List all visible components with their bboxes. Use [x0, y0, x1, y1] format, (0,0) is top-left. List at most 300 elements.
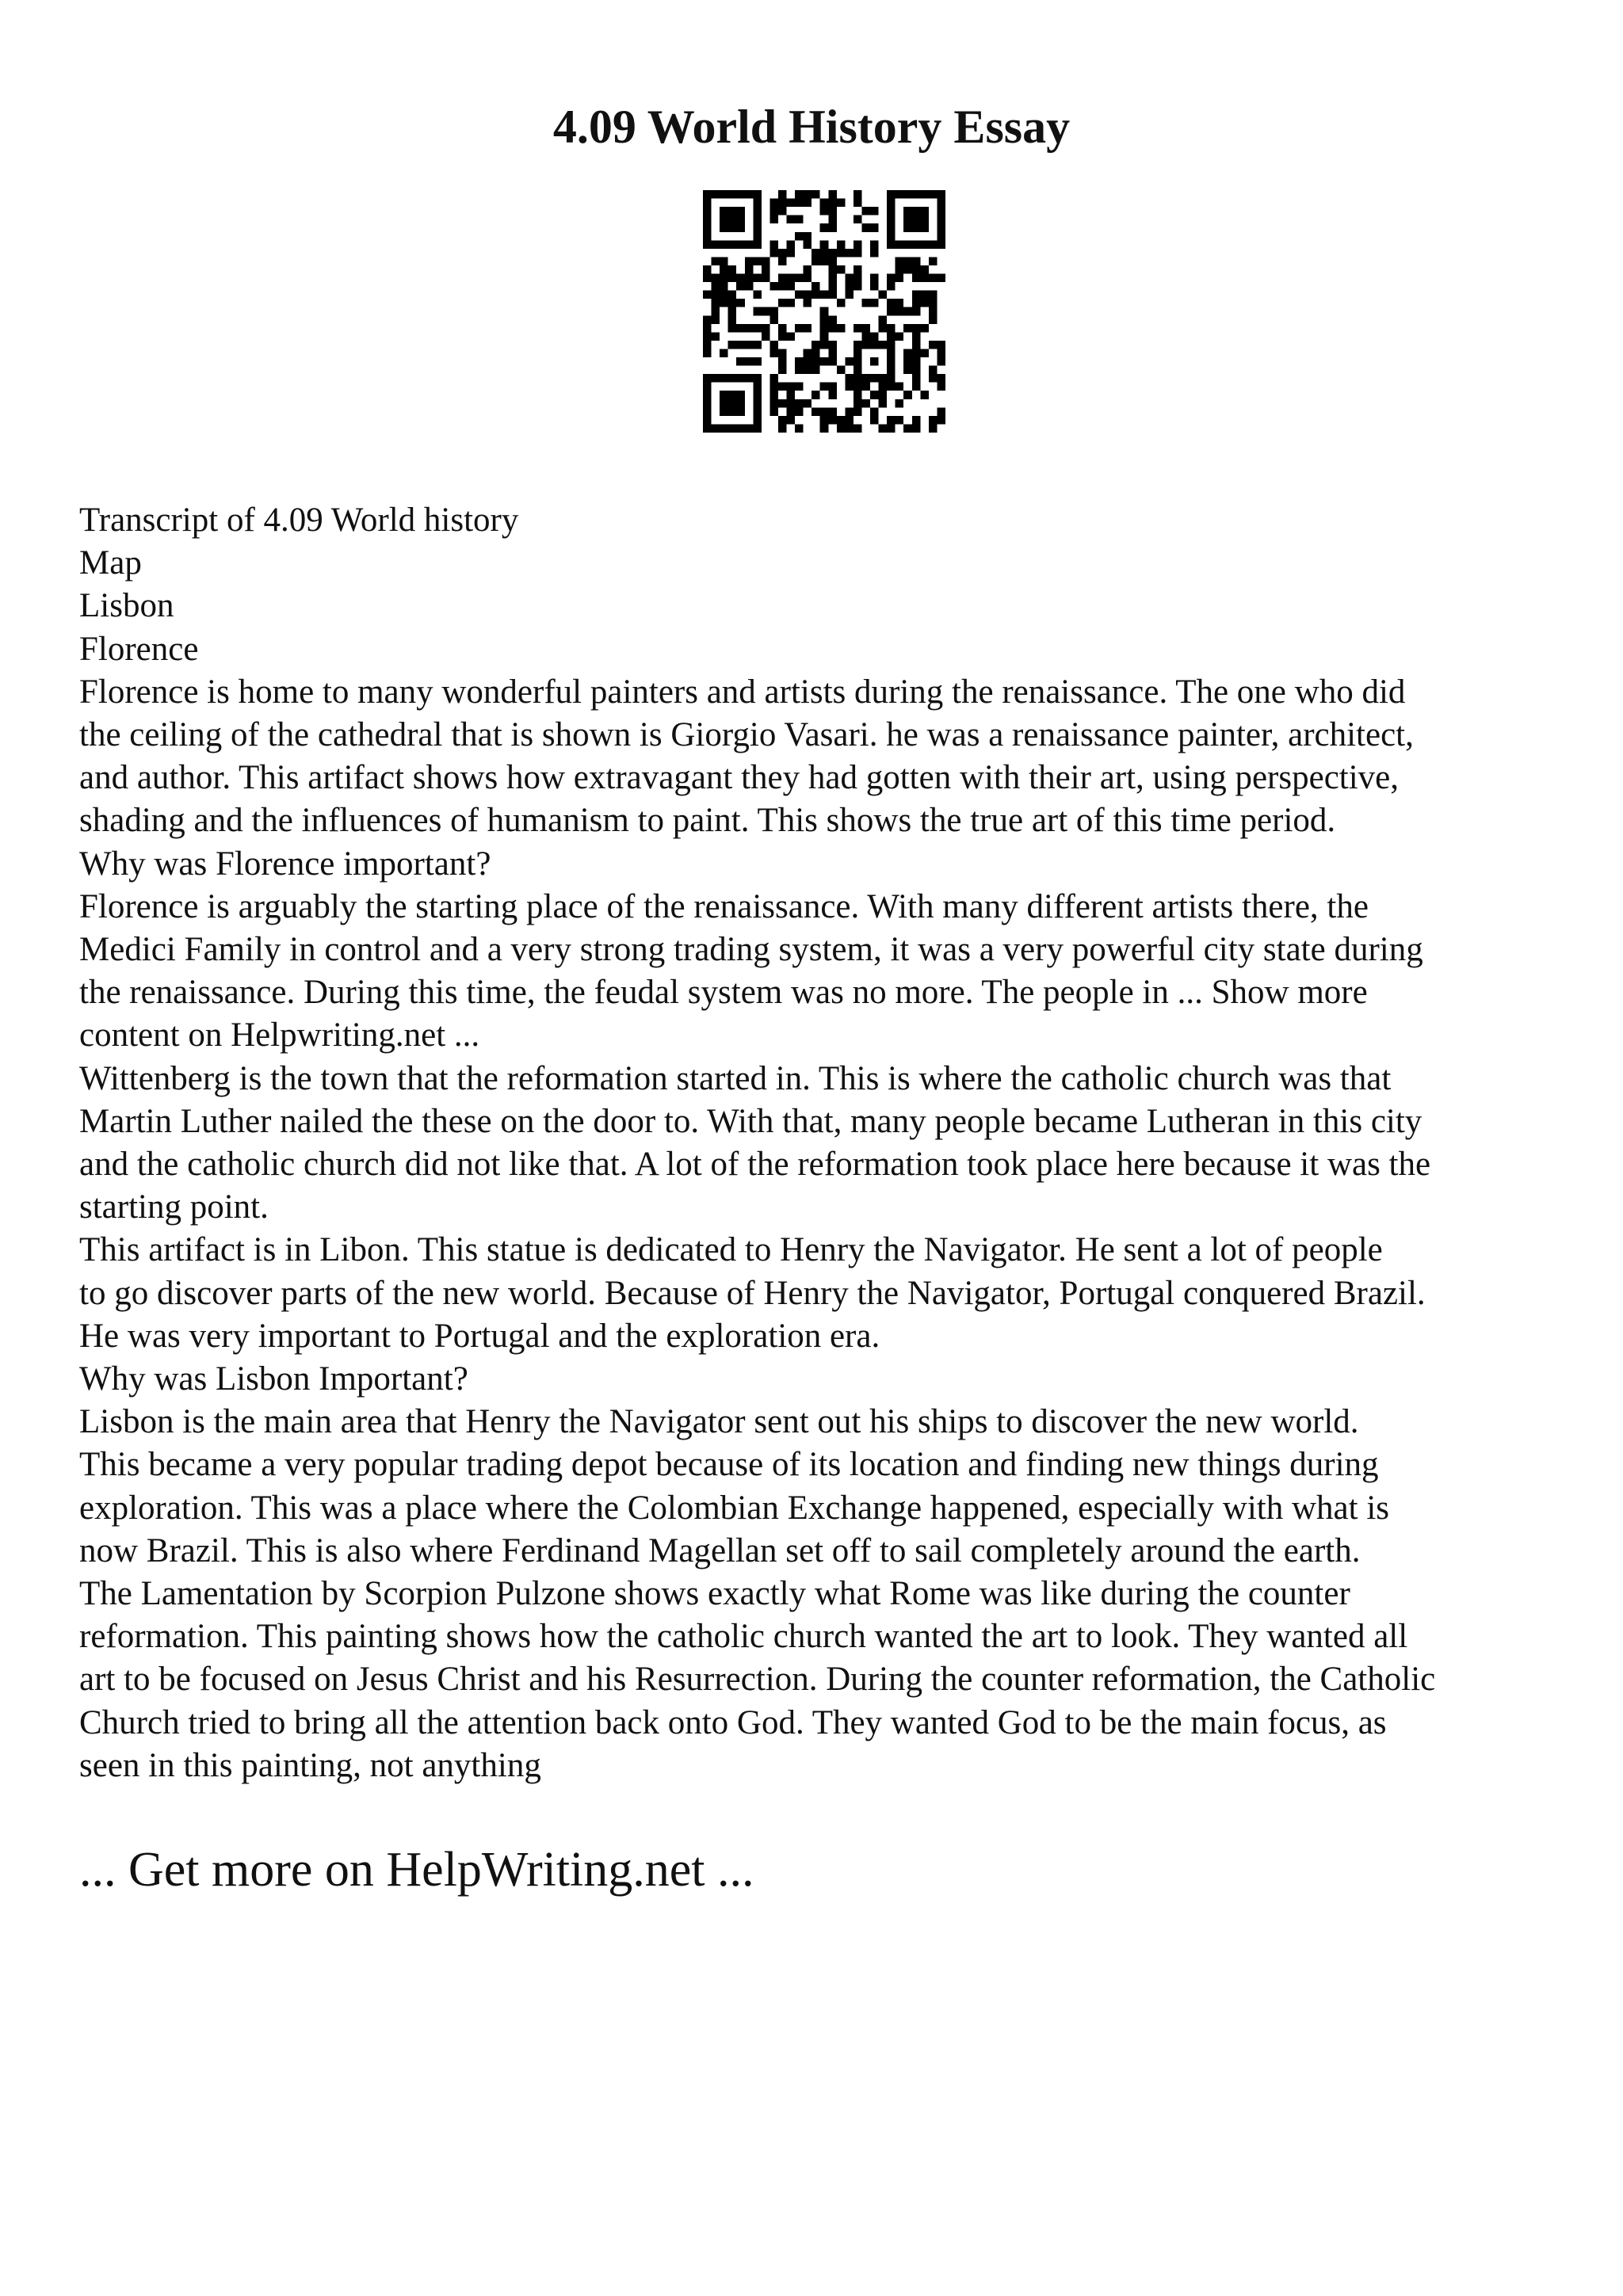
text-line: Martin Luther nailed the these on the door to. With that, many people became Lutheran in this city: [79, 1102, 1423, 1140]
qr-module: [728, 315, 737, 324]
qr-module: [745, 257, 754, 265]
qr-module: [812, 291, 820, 299]
qr-module: [795, 274, 804, 283]
qr-module: [728, 190, 737, 199]
qr-module: [745, 265, 754, 274]
qr-module: [728, 265, 737, 274]
qr-module: [870, 332, 879, 341]
transcript-body: [79, 499, 1569, 1787]
qr-module: [929, 315, 938, 324]
text-line: Lisbon is the main area that Henry the Navigator sent out his ships to discover the new world.: [79, 1403, 1359, 1441]
qr-module: [912, 383, 921, 391]
qr-module: [920, 240, 929, 249]
qr-module: [762, 274, 770, 283]
qr-module: [870, 240, 879, 249]
qr-module: [753, 291, 762, 299]
qr-module: [828, 190, 837, 199]
qr-module: [745, 374, 754, 383]
qr-module: [854, 282, 862, 291]
qr-module: [820, 424, 829, 433]
qr-module: [879, 391, 888, 399]
qr-module: [769, 391, 778, 399]
qr-module: [753, 240, 762, 249]
qr-module: [769, 399, 778, 408]
qr-module: [787, 332, 796, 341]
qr-module: [896, 257, 904, 265]
qr-module: [720, 215, 728, 224]
qr-module: [879, 315, 888, 324]
qr-module: [804, 291, 812, 299]
qr-module: [712, 307, 720, 316]
qr-module: [753, 207, 762, 215]
qr-module: [712, 240, 720, 249]
qr-module: [703, 341, 712, 349]
qr-module: [804, 199, 812, 208]
qr-module: [736, 223, 745, 232]
qr-module: [787, 215, 796, 224]
qr-module: [812, 190, 820, 199]
qr-module: [861, 223, 870, 232]
qr-module: [703, 324, 712, 333]
qr-module: [778, 299, 787, 307]
qr-module: [778, 257, 787, 265]
qr-module: [728, 274, 737, 283]
qr-module: [787, 407, 796, 416]
qr-module: [912, 215, 921, 224]
qr-module: [762, 307, 770, 316]
qr-module: [720, 207, 728, 215]
qr-module: [736, 357, 745, 366]
qr-module: [861, 207, 870, 215]
qr-module: [787, 299, 796, 307]
qr-module: [854, 341, 862, 349]
qr-module: [929, 190, 938, 199]
qr-module: [769, 374, 778, 383]
qr-module: [753, 383, 762, 391]
qr-module: [937, 357, 945, 366]
qr-module: [778, 190, 787, 199]
qr-module: [870, 207, 879, 215]
text-line: This artifact is in Libon. This statue is dedicated to Henry the Navigator. He sent a lot of people: [79, 1231, 1383, 1269]
qr-module: [804, 274, 812, 283]
qr-module: [854, 190, 862, 199]
qr-module: [828, 207, 837, 215]
qr-module: [753, 341, 762, 349]
qr-module: [887, 366, 896, 375]
qr-module: [745, 324, 754, 333]
qr-module: [769, 307, 778, 316]
qr-module: [820, 332, 829, 341]
qr-module: [828, 324, 837, 333]
qr-module: [828, 215, 837, 224]
qr-module: [896, 383, 904, 391]
qr-module: [896, 265, 904, 274]
qr-module: [703, 332, 712, 341]
qr-module: [736, 190, 745, 199]
qr-module: [861, 341, 870, 349]
qr-module: [703, 399, 712, 408]
qr-module: [879, 291, 888, 299]
qr-module: [861, 324, 870, 333]
qr-module: [870, 407, 879, 416]
qr-module: [912, 240, 921, 249]
qr-module: [937, 232, 945, 241]
qr-module: [745, 282, 754, 291]
qr-module: [912, 265, 921, 274]
qr-module: [879, 424, 888, 433]
qr-module: [896, 274, 904, 283]
qr-module: [887, 199, 896, 208]
qr-module: [795, 399, 804, 408]
qr-module: [845, 424, 854, 433]
qr-module: [837, 299, 846, 307]
qr-module: [828, 291, 837, 299]
qr-module: [912, 324, 921, 333]
qr-module: [812, 282, 820, 291]
qr-module: [804, 265, 812, 274]
qr-module: [929, 307, 938, 316]
document-title: 4.09 World History Essay: [552, 101, 1071, 153]
text-line: to go discover parts of the new world. Because of Henry the Navigator, Portugal conquered Brazil.: [79, 1274, 1426, 1312]
qr-module: [712, 291, 720, 299]
qr-module: [845, 282, 854, 291]
qr-module: [887, 232, 896, 241]
qr-module: [929, 240, 938, 249]
qr-module: [728, 291, 737, 299]
text-line: Florence is home to many wonderful painters and artists during the renaissance. The one who did: [79, 673, 1406, 711]
qr-module: [728, 407, 737, 416]
qr-module: [896, 416, 904, 425]
qr-module: [728, 299, 737, 307]
qr-module: [736, 391, 745, 399]
qr-module: [861, 383, 870, 391]
qr-module: [795, 366, 804, 375]
qr-module: [720, 391, 728, 399]
qr-module: [903, 357, 912, 366]
qr-module: [828, 265, 837, 274]
qr-module: [812, 349, 820, 357]
qr-module: [937, 383, 945, 391]
qr-module: [753, 223, 762, 232]
text-line: the ceiling of the cathedral that is shown is Giorgio Vasari. he was a renaissance painter, architect,: [79, 716, 1414, 754]
qr-module: [712, 282, 720, 291]
qr-module: [720, 399, 728, 408]
qr-module: [903, 257, 912, 265]
qr-module: [929, 424, 938, 433]
qr-module: [887, 357, 896, 366]
qr-module: [795, 357, 804, 366]
qr-module: [837, 416, 846, 425]
text-line: The Lamentation by Scorpion Pulzone shows exactly what Rome was like during the counter: [79, 1575, 1350, 1613]
qr-module: [845, 416, 854, 425]
qr-module: [736, 399, 745, 408]
qr-module: [820, 407, 829, 416]
qr-module: [937, 274, 945, 283]
qr-module: [728, 391, 737, 399]
qr-module: [720, 374, 728, 383]
text-line: Transcript of 4.09 World history: [79, 502, 519, 539]
qr-module: [912, 299, 921, 307]
qr-module: [745, 274, 754, 283]
qr-module: [887, 349, 896, 357]
qr-module: [753, 199, 762, 208]
qr-module: [812, 357, 820, 366]
qr-module: [753, 391, 762, 399]
qr-module: [920, 274, 929, 283]
qr-module: [912, 374, 921, 383]
qr-module: [903, 240, 912, 249]
text-line: He was very important to Portugal and the exploration era.: [79, 1317, 880, 1355]
qr-module: [812, 249, 820, 257]
qr-module: [769, 407, 778, 416]
qr-module: [728, 207, 737, 215]
qr-module: [720, 424, 728, 433]
qr-module: [837, 324, 846, 333]
qr-module: [887, 341, 896, 349]
qr-module: [937, 240, 945, 249]
qr-module: [820, 315, 829, 324]
qr-module: [778, 282, 787, 291]
qr-module: [920, 215, 929, 224]
qr-module: [804, 366, 812, 375]
qr-module: [769, 240, 778, 249]
qr-module: [903, 215, 912, 224]
qr-module: [703, 291, 712, 299]
qr-module: [929, 291, 938, 299]
qr-module: [887, 307, 896, 316]
qr-module: [870, 416, 879, 425]
qr-module: [812, 391, 820, 399]
qr-module: [712, 299, 720, 307]
qr-module: [912, 366, 921, 375]
qr-module: [795, 424, 804, 433]
qr-module: [769, 341, 778, 349]
qr-module: [778, 357, 787, 366]
qr-module: [920, 349, 929, 357]
qr-module: [778, 199, 787, 208]
qr-module: [937, 207, 945, 215]
qr-module: [879, 324, 888, 333]
qr-module: [728, 399, 737, 408]
qr-module: [828, 383, 837, 391]
qr-module: [920, 291, 929, 299]
qr-module: [720, 407, 728, 416]
qr-module: [837, 424, 846, 433]
qr-module: [720, 282, 728, 291]
qr-module: [837, 366, 846, 375]
qr-module: [920, 207, 929, 215]
qr-module: [887, 282, 896, 291]
qr-module: [929, 366, 938, 375]
qr-module: [887, 416, 896, 425]
qr-module: [870, 374, 879, 383]
qr-module: [712, 315, 720, 324]
qr-module: [728, 223, 737, 232]
qr-module: [870, 357, 879, 366]
qr-module: [736, 324, 745, 333]
qr-module: [929, 341, 938, 349]
qr-module: [753, 307, 762, 316]
qr-module: [787, 282, 796, 291]
qr-module: [879, 383, 888, 391]
qr-module: [937, 341, 945, 349]
qr-module: [778, 249, 787, 257]
qr-module: [887, 223, 896, 232]
qr-module: [937, 349, 945, 357]
qr-module: [753, 374, 762, 383]
qr-module: [896, 240, 904, 249]
qr-module: [920, 299, 929, 307]
text-line: Church tried to bring all the attention back onto God. They wanted God to be the main focus, as: [79, 1703, 1387, 1741]
text-line: Wittenberg is the town that the reformation started in. This is where the catholic church was that: [79, 1059, 1392, 1097]
qr-module: [912, 349, 921, 357]
qr-module: [736, 407, 745, 416]
qr-module: [762, 324, 770, 333]
qr-module: [703, 383, 712, 391]
qr-module: [887, 299, 896, 307]
text-line: art to be focused on Jesus Christ and his Resurrection. During the counter reformation, the Catholic: [79, 1661, 1436, 1699]
qr-module: [920, 265, 929, 274]
qr-module: [762, 332, 770, 341]
qr-module: [703, 416, 712, 425]
qr-module: [728, 424, 737, 433]
qr-module: [769, 249, 778, 257]
qr-module: [769, 199, 778, 208]
qr-module: [861, 299, 870, 307]
qr-module: [778, 366, 787, 375]
qr-module: [720, 291, 728, 299]
qr-module: [769, 282, 778, 291]
qr-module: [712, 257, 720, 265]
qr-module: [912, 424, 921, 433]
qr-module: [828, 274, 837, 283]
qr-module: [828, 315, 837, 324]
qr-module: [736, 424, 745, 433]
qr-module: [712, 374, 720, 383]
qr-module: [787, 399, 796, 408]
qr-module: [769, 349, 778, 357]
qr-module: [736, 374, 745, 383]
qr-module: [854, 383, 862, 391]
qr-module: [753, 257, 762, 265]
qr-module: [728, 341, 737, 349]
qr-module: [870, 249, 879, 257]
text-line: the renaissance. During this time, the feudal system was no more. The people in ... Show more: [79, 974, 1368, 1012]
qr-module: [912, 190, 921, 199]
text-line: shading and the influences of humanism to paint. This shows the true art of this time period.: [79, 802, 1336, 840]
qr-module: [769, 215, 778, 224]
qr-module: [703, 223, 712, 232]
qr-module: [854, 215, 862, 224]
qr-module: [845, 274, 854, 283]
text-line: Why was Lisbon Important?: [79, 1360, 468, 1398]
qr-module: [778, 399, 787, 408]
qr-module: [703, 391, 712, 399]
text-line: Florence: [79, 630, 199, 668]
qr-module: [845, 374, 854, 383]
text-line: seen in this painting, not anything: [79, 1746, 541, 1784]
qr-module: [912, 416, 921, 425]
qr-module: [854, 399, 862, 408]
qr-module: [828, 416, 837, 425]
qr-module: [820, 199, 829, 208]
qr-module: [728, 374, 737, 383]
qr-module: [720, 299, 728, 307]
text-line: now Brazil. This is also where Ferdinand Magellan set off to sail completely around the earth.: [79, 1531, 1361, 1569]
qr-module: [937, 407, 945, 416]
qr-module: [887, 424, 896, 433]
qr-module: [720, 265, 728, 274]
qr-module: [854, 374, 862, 383]
qr-module: [837, 265, 846, 274]
qr-module: [903, 366, 912, 375]
qr-module: [712, 190, 720, 199]
qr-module: [769, 383, 778, 391]
text-line: reformation. This painting shows how the catholic church wanted the art to look. They wanted all: [79, 1618, 1408, 1656]
qr-module: [854, 324, 862, 333]
qr-module: [861, 374, 870, 383]
qr-module: [720, 349, 728, 357]
text-line: This became a very popular trading depot because of its location and finding new things during: [79, 1446, 1379, 1484]
qr-module: [778, 383, 787, 391]
qr-module: [820, 207, 829, 215]
qr-module: [845, 249, 854, 257]
qr-module: [854, 424, 862, 433]
qr-module: [937, 416, 945, 425]
qr-module: [804, 299, 812, 307]
text-line: Lisbon: [79, 587, 174, 625]
qr-module: [728, 215, 737, 224]
qr-module: [929, 299, 938, 307]
qr-module: [912, 274, 921, 283]
qr-module: [753, 407, 762, 416]
qr-module: [703, 240, 712, 249]
qr-module: [745, 357, 754, 366]
text-line: exploration. This was a place where the Colombian Exchange happened, especially with what is: [79, 1489, 1390, 1527]
get-more-link[interactable]: ... Get more on HelpWriting.net ...: [79, 1843, 754, 1897]
qr-module: [703, 274, 712, 283]
qr-module: [887, 190, 896, 199]
qr-module: [795, 407, 804, 416]
qr-module: [703, 190, 712, 199]
qr-module: [828, 223, 837, 232]
qr-module: [736, 274, 745, 283]
qr-module: [903, 391, 912, 399]
qr-module: [712, 274, 720, 283]
qr-module: [804, 357, 812, 366]
qr-module: [703, 349, 712, 357]
qr-module: [753, 274, 762, 283]
qr-module: [787, 240, 796, 249]
qr-module: [854, 265, 862, 274]
qr-module: [887, 324, 896, 333]
qr-module: [861, 399, 870, 408]
qr-module: [812, 341, 820, 349]
qr-module: [753, 357, 762, 366]
qr-module: [795, 232, 804, 241]
qr-module: [903, 424, 912, 433]
qr-module: [879, 374, 888, 383]
qr-module: [753, 324, 762, 333]
qr-module: [837, 199, 846, 208]
qr-module: [720, 190, 728, 199]
text-line: and author. This artifact shows how extravagant they had gotten with their art, using perspective,: [79, 759, 1400, 797]
qr-module: [870, 282, 879, 291]
qr-module: [861, 332, 870, 341]
qr-module: [820, 223, 829, 232]
qr-module: [912, 223, 921, 232]
qr-module: [854, 357, 862, 366]
